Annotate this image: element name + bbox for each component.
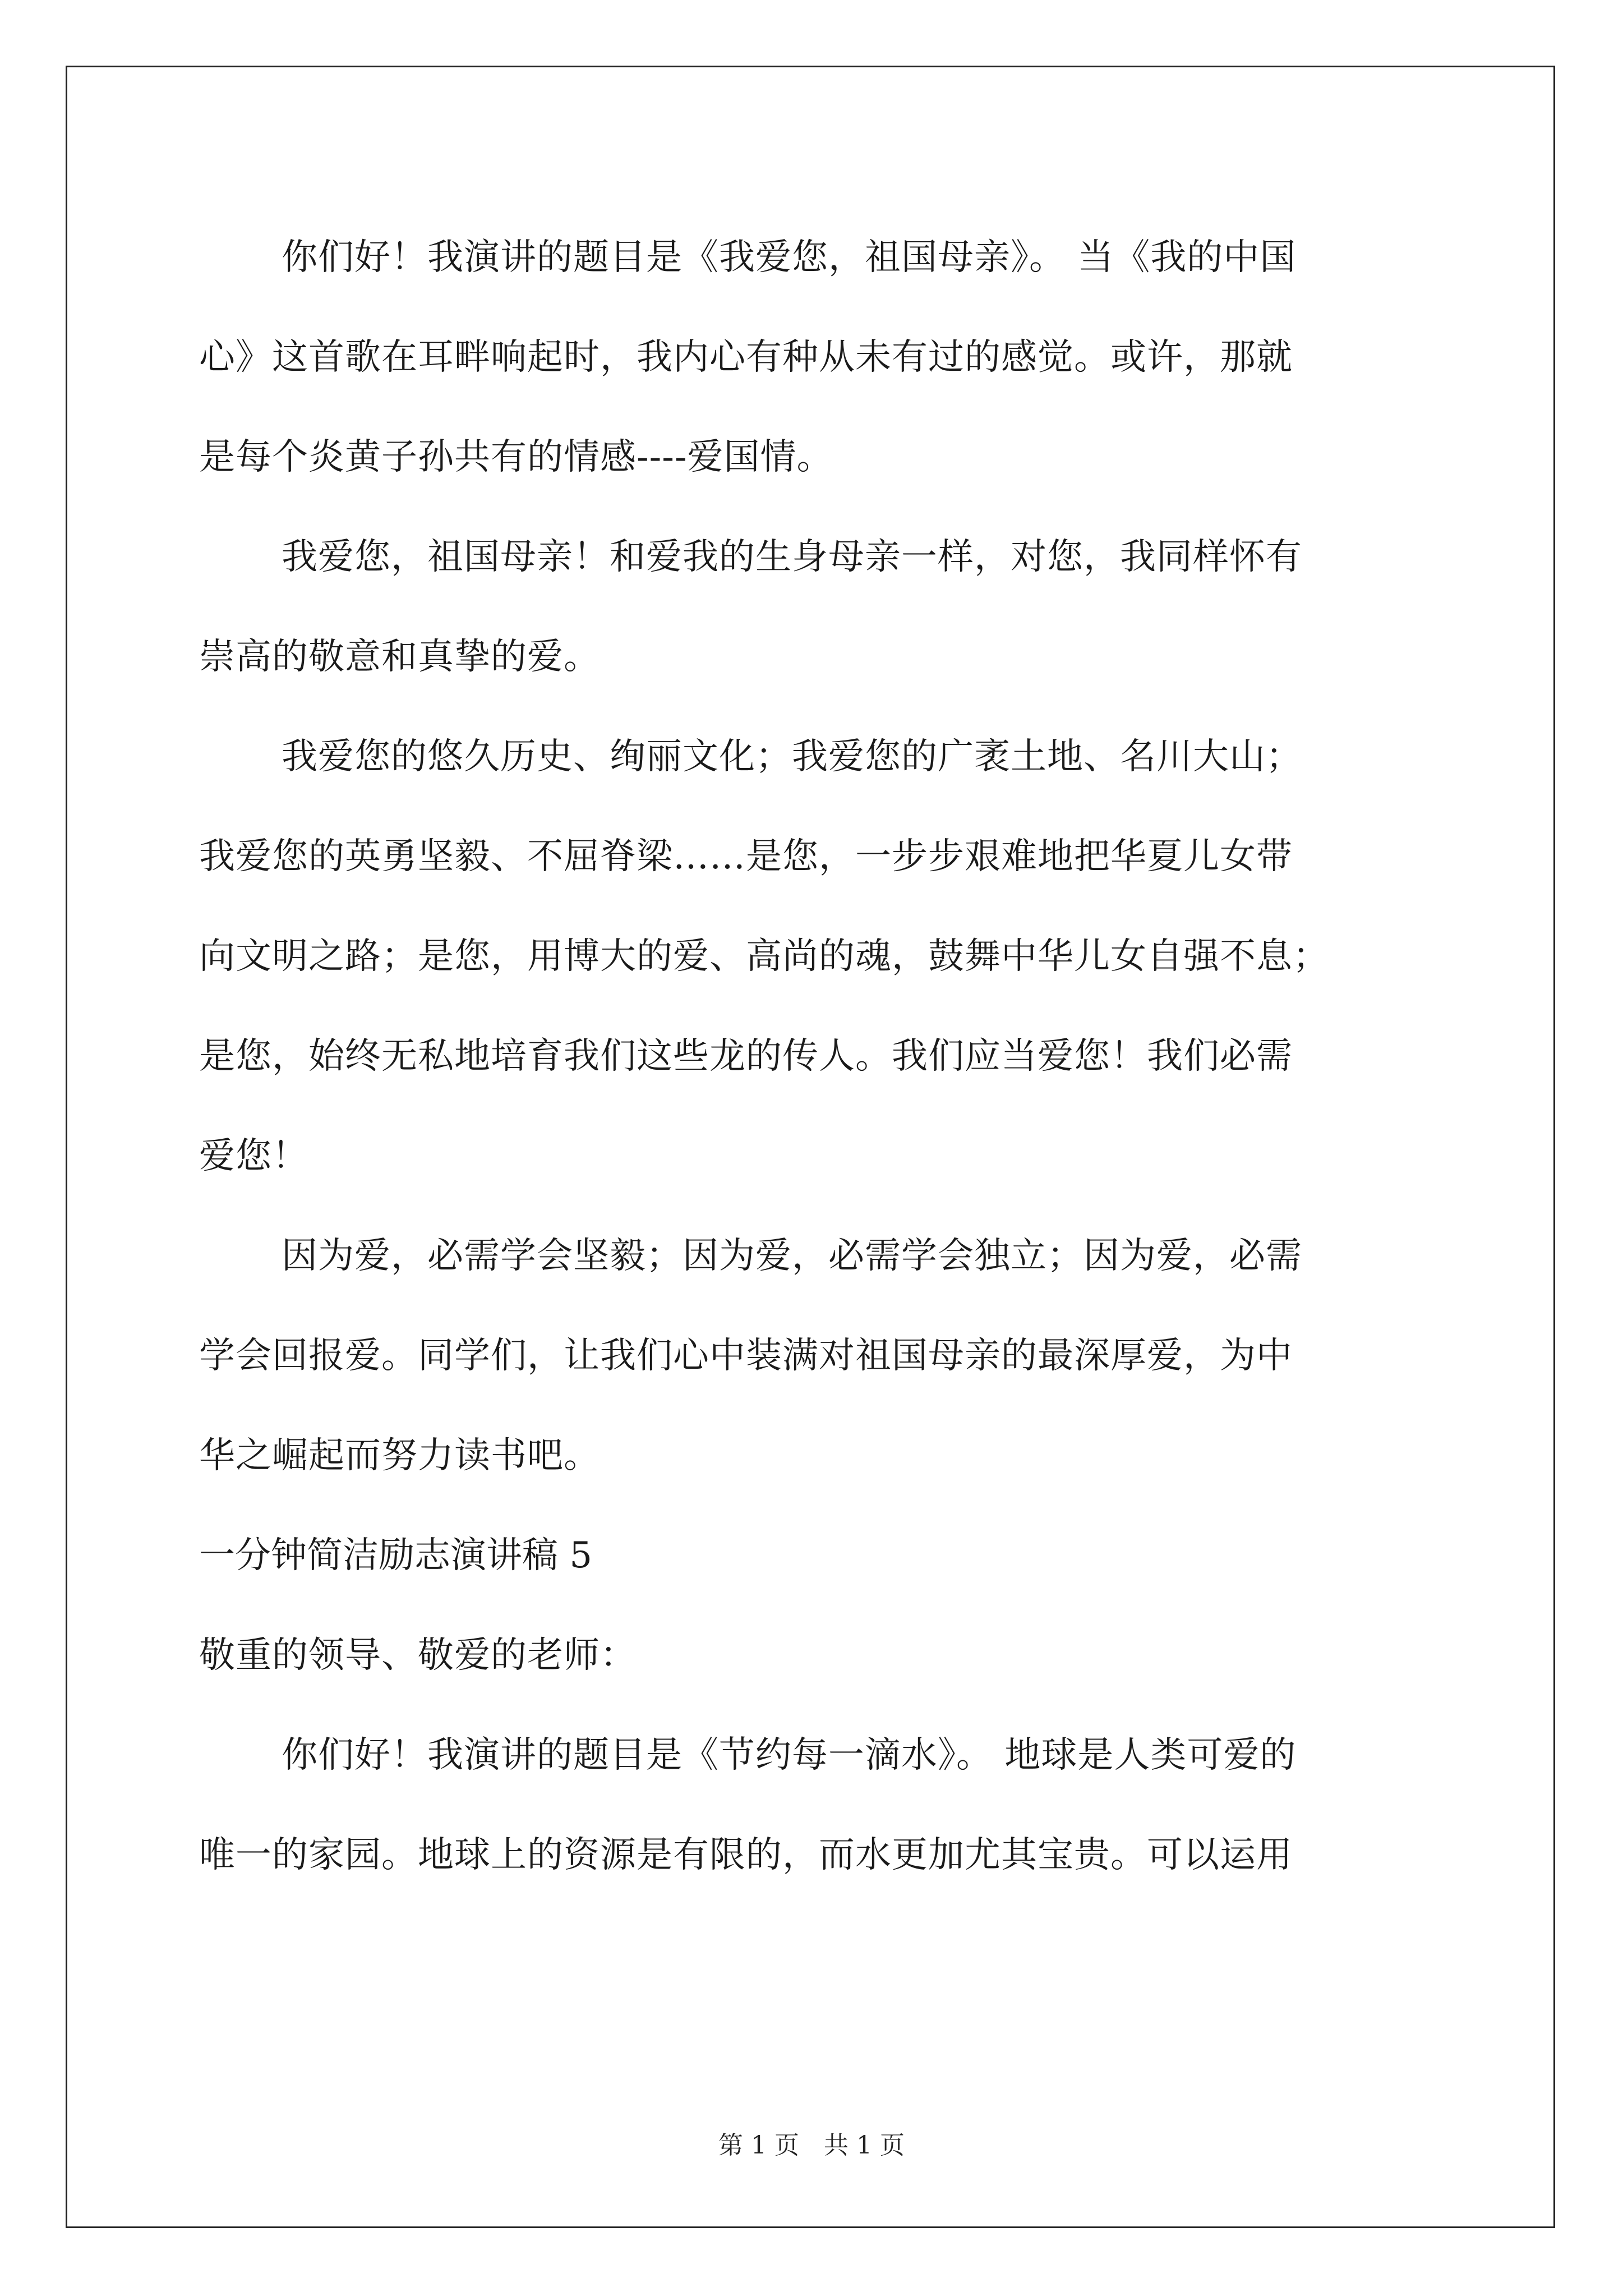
- paragraph: [199, 208, 1427, 507]
- text-line: 唯一的家园。地球上的资源是有限的，而水更加尤其宝贵。可以运用: [199, 1834, 1293, 1876]
- text-line: 崇高的敬意和真挚的爱。: [199, 636, 600, 678]
- paragraph: [199, 707, 1427, 1206]
- text-line: 心》这首歌在耳畔响起时，我内心有种从未有过的感觉。或许，那就: [199, 337, 1293, 378]
- salutation: 敬重的领导、敬爱的老师：: [199, 1635, 637, 1676]
- text-line: 我爱您的英勇坚毅、不屈脊梁……是您，一步步艰难地把华夏儿女带: [199, 836, 1293, 877]
- text-line: 因为爱，必需学会坚毅；因为爱，必需学会独立；因为爱，必需: [282, 1235, 1302, 1277]
- text-line: 向文明之路；是您，用博大的爱、高尚的魂，鼓舞中华儿女自强不息；: [199, 936, 1329, 977]
- document-body: [199, 208, 1427, 1905]
- section-title: 一分钟简洁励志演讲稿 5: [199, 1535, 593, 1576]
- paragraph: [199, 1206, 1427, 1506]
- paragraph: [199, 507, 1427, 707]
- page-number-footer: 第 1 页 共 1 页: [718, 2131, 905, 2160]
- text-line: 华之崛起而努力读书吧。: [199, 1435, 600, 1476]
- text-line: 我爱您，祖国母亲！和爱我的生身母亲一样，对您，我同样怀有: [282, 536, 1302, 578]
- text-line: 是每个炎黄子孙共有的情感----爱国情。: [199, 436, 833, 478]
- text-line: 你们好！我演讲的题目是《我爱您，祖国母亲》。 当《我的中国: [282, 237, 1297, 278]
- paragraph: [199, 1705, 1427, 1905]
- text-line: 你们好！我演讲的题目是《节约每一滴水》。 地球是人类可爱的: [282, 1734, 1297, 1776]
- text-line: 我爱您的悠久历史、绚丽文化；我爱您的广袤土地、名川大山；: [282, 736, 1302, 777]
- text-line: 学会回报爱。同学们，让我们心中装满对祖国母亲的最深厚爱，为中: [199, 1335, 1293, 1377]
- text-line: 爱您！: [199, 1135, 308, 1177]
- text-line: 是您，始终无私地培育我们这些龙的传人。我们应当爱您！我们必需: [199, 1036, 1293, 1077]
